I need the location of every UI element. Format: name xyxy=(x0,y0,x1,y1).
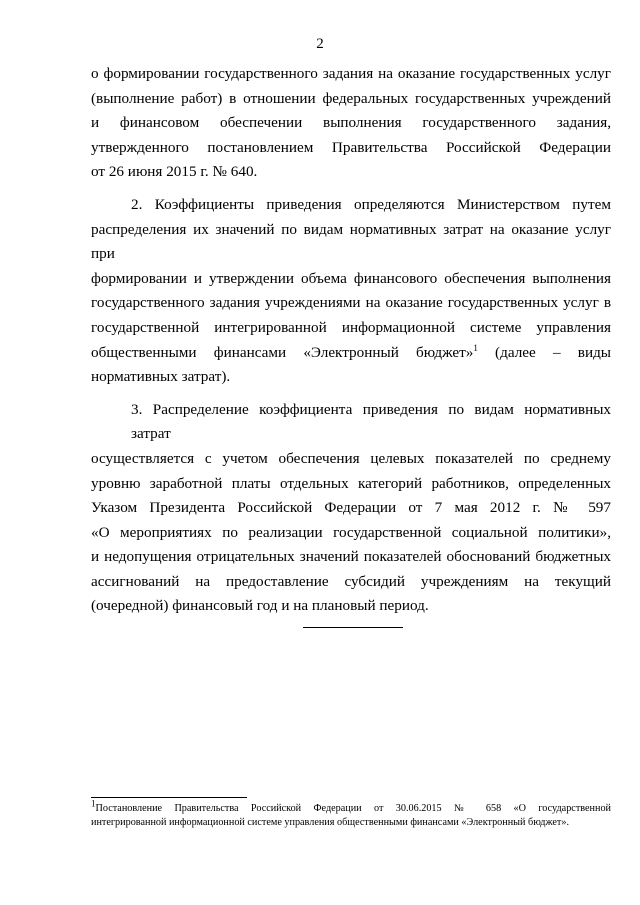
paragraph-3 xyxy=(91,398,611,619)
document-body xyxy=(91,62,611,619)
text-line: Указом Президента Российской Федерации от 7 мая 2012 г. № 597 xyxy=(91,499,611,517)
text-line: и финансовом обеспечении выполнения государственного задания, xyxy=(91,114,611,132)
paragraph-1 xyxy=(91,62,611,185)
text-line: государственной интегрированной информационной системе управления xyxy=(91,318,611,336)
text-line: уровню заработной платы отдельных категорий работников, определенных xyxy=(91,474,611,492)
end-of-text-separator xyxy=(303,627,403,628)
text-line-with-footnote xyxy=(91,341,611,366)
text-line: (выполнение работ) в отношении федеральных государственных учреждений xyxy=(91,89,611,107)
footnote xyxy=(91,798,611,830)
text-line: осуществляется с учетом обеспечения целевых показателей по среднему xyxy=(91,449,611,467)
text-segment: общественными финансами «Электронный бюджет» xyxy=(91,343,474,361)
text-line: 2. Коэффициенты приведения определяются Министерством путем xyxy=(131,195,611,213)
text-line: от 26 июня 2015 г. № 640. xyxy=(91,163,258,181)
text-line: (очередной) финансовый год и на плановый период. xyxy=(91,597,429,615)
text-line: распределения их значений по видам нормативных затрат на оказание услуг при xyxy=(91,220,611,263)
footnote-text: Постановление Правительства Российской Федерации от 30.06.2015 № 658 «О государственной xyxy=(95,803,611,814)
text-line: ассигнований на предоставление субсидий учреждениям на текущий xyxy=(91,572,611,590)
text-line: 3. Распределение коэффициента приведения по видам нормативных затрат xyxy=(131,400,611,443)
text-line: нормативных затрат). xyxy=(91,368,231,386)
text-line: «О мероприятиях по реализации государственной социальной политики», xyxy=(91,523,611,541)
text-line: формировании и утверждении объема финансового обеспечения выполнения xyxy=(91,269,611,287)
text-line: утвержденного постановлением Правительства Российской Федерации xyxy=(91,138,611,156)
footnote-reference[interactable]: 1 xyxy=(473,342,478,353)
text-segment: (далее – виды xyxy=(477,343,612,361)
text-line: о формировании государственного задания на оказание государственных услуг xyxy=(91,65,611,82)
footnote-line: интегрированной информационной системе управления общественными финансами «Электронный бюджет». xyxy=(91,817,570,828)
paragraph-2 xyxy=(91,193,611,390)
footnote-line xyxy=(91,798,611,816)
text-line: государственного задания учреждениями на оказание государственных услуг в xyxy=(91,294,611,312)
footnote-rule xyxy=(91,797,247,798)
footnote-marker: 1 xyxy=(91,798,96,809)
text-line: и недопущения отрицательных значений показателей обоснований бюджетных xyxy=(91,548,611,566)
page-number: 2 xyxy=(316,36,324,52)
